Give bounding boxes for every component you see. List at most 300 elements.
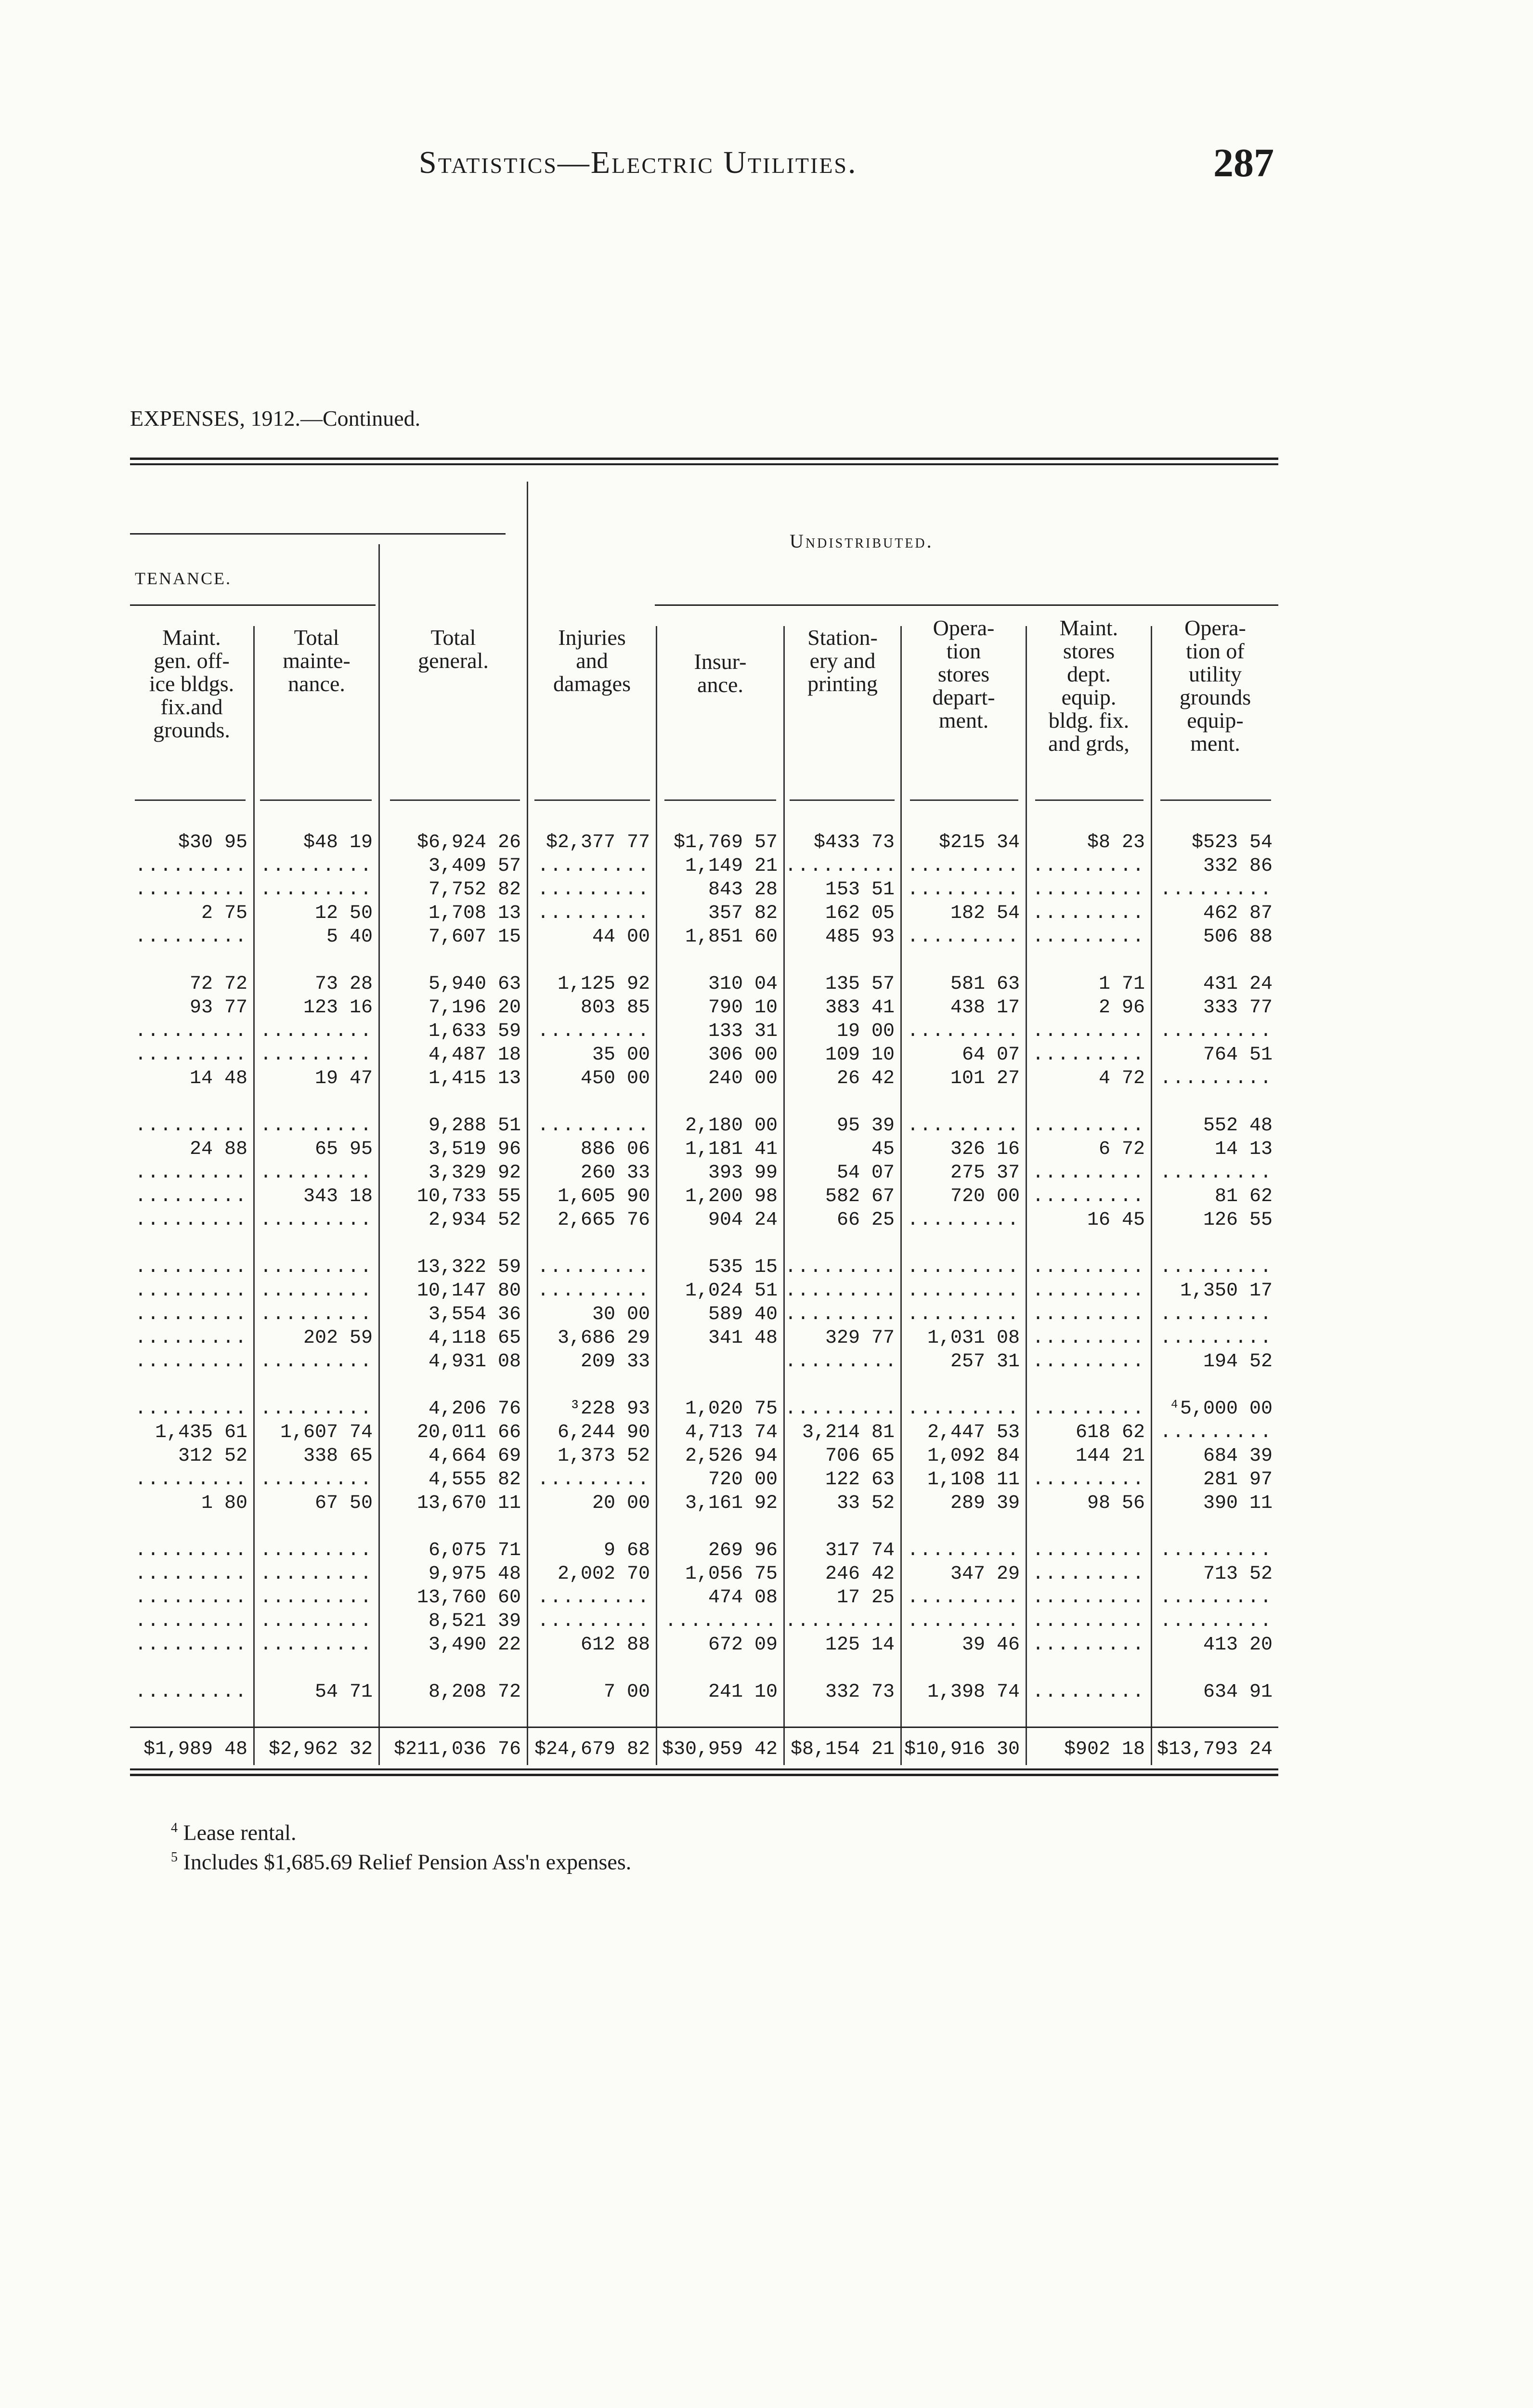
table-cell: ......... bbox=[260, 1162, 373, 1184]
table-cell: ......... bbox=[785, 1304, 898, 1325]
table-cell: 35 00 bbox=[592, 1044, 650, 1066]
table-cell: 1,181 41 bbox=[685, 1139, 778, 1160]
table-cell: 194 52 bbox=[1203, 1351, 1273, 1373]
table-cell: 8,208 72 bbox=[428, 1681, 521, 1703]
table-cell: $48 19 bbox=[303, 832, 373, 853]
table-cell: 764 51 bbox=[1203, 1044, 1273, 1066]
table-cell: 240 00 bbox=[708, 1068, 778, 1089]
table-row bbox=[130, 1680, 1278, 1704]
table-cell: ......... bbox=[1032, 1256, 1145, 1278]
table-cell: 67 50 bbox=[314, 1492, 373, 1514]
table-cell: 6 72 bbox=[1098, 1139, 1145, 1160]
table-cell: 9,288 51 bbox=[428, 1115, 521, 1137]
table-cell: 332 73 bbox=[825, 1681, 895, 1703]
table-row bbox=[130, 1492, 1278, 1515]
table-cell: ......... bbox=[537, 855, 650, 877]
table-cell: ......... bbox=[134, 1469, 247, 1491]
table-cell: 73 28 bbox=[314, 973, 373, 995]
table-cell: 1,373 52 bbox=[557, 1445, 650, 1467]
table-cell: ......... bbox=[260, 1280, 373, 1302]
table-cell: $902 18 bbox=[1064, 1739, 1145, 1760]
table-cell: ......... bbox=[260, 1398, 373, 1420]
table-cell: 3,214 81 bbox=[802, 1422, 895, 1443]
col-head-total-general: Total general. bbox=[418, 625, 489, 673]
col-head-operation-stores: Opera- tion stores depart- ment. bbox=[932, 615, 995, 733]
table-row bbox=[130, 878, 1278, 902]
table-cell: ......... bbox=[260, 1256, 373, 1278]
table-cell: 2,002 70 bbox=[557, 1563, 650, 1585]
table-cell: 20 00 bbox=[592, 1492, 650, 1514]
table-cell: ......... bbox=[1159, 1021, 1273, 1042]
table-row bbox=[130, 1020, 1278, 1043]
table-cell: 450 00 bbox=[580, 1068, 650, 1089]
table-row bbox=[130, 1539, 1278, 1562]
bottom-double-rule bbox=[130, 1768, 1278, 1770]
table-cell: ......... bbox=[260, 1469, 373, 1491]
table-row bbox=[130, 1256, 1278, 1279]
table-cell: ......... bbox=[1032, 1351, 1145, 1373]
table-cell: ......... bbox=[134, 855, 247, 877]
table-cell: 1 71 bbox=[1098, 973, 1145, 995]
table-cell: 14 48 bbox=[189, 1068, 247, 1089]
table-cell: 81 62 bbox=[1214, 1186, 1273, 1207]
table-cell: $10,916 30 bbox=[904, 1739, 1020, 1760]
table-cell: 66 25 bbox=[836, 1209, 895, 1231]
table-cell: ......... bbox=[907, 1540, 1020, 1561]
bottom-double-rule-2 bbox=[130, 1774, 1278, 1776]
table-cell: 39 46 bbox=[961, 1634, 1020, 1656]
table-row bbox=[130, 1185, 1278, 1208]
table-cell: 3,554 36 bbox=[428, 1304, 521, 1325]
table-cell: ......... bbox=[785, 1398, 898, 1420]
col-underline bbox=[790, 799, 895, 801]
table-cell: ......... bbox=[1159, 1256, 1273, 1278]
table-cell: 109 10 bbox=[825, 1044, 895, 1066]
table-row bbox=[130, 1468, 1278, 1492]
table-cell: 4,555 82 bbox=[428, 1469, 521, 1491]
table-cell: 634 91 bbox=[1203, 1681, 1273, 1703]
table-cell: ......... bbox=[1159, 1068, 1273, 1089]
table-cell: 101 27 bbox=[950, 1068, 1020, 1089]
table-cell: ......... bbox=[1159, 1610, 1273, 1632]
table-cell: 383 41 bbox=[825, 997, 895, 1019]
table-cell: 133 31 bbox=[708, 1021, 778, 1042]
table-cell: ......... bbox=[1159, 1540, 1273, 1561]
table-cell: 413 20 bbox=[1203, 1634, 1273, 1656]
table-cell: ......... bbox=[1032, 1469, 1145, 1491]
table-cell: ......... bbox=[907, 926, 1020, 948]
table-cell: ......... bbox=[1032, 1398, 1145, 1420]
table-row bbox=[130, 1303, 1278, 1326]
table-cell: ......... bbox=[907, 1587, 1020, 1609]
table-cell: 1,020 75 bbox=[685, 1398, 778, 1420]
table-row bbox=[130, 1562, 1278, 1586]
table-cell: 72 72 bbox=[189, 973, 247, 995]
table-row bbox=[130, 1610, 1278, 1633]
table-cell: 2,665 76 bbox=[557, 1209, 650, 1231]
table-cell: ......... bbox=[260, 1351, 373, 1373]
table-cell: 341 48 bbox=[708, 1327, 778, 1349]
table-cell: ......... bbox=[1032, 1327, 1145, 1349]
table-cell: ......... bbox=[134, 1351, 247, 1373]
table-cell: ......... bbox=[1032, 903, 1145, 924]
table-cell: 241 10 bbox=[708, 1681, 778, 1703]
row-group bbox=[130, 831, 1278, 949]
table-cell: ......... bbox=[134, 1610, 247, 1632]
table-cell: 4,713 74 bbox=[685, 1422, 778, 1443]
table-cell: 13,670 11 bbox=[416, 1492, 521, 1514]
table-cell: 16 45 bbox=[1087, 1209, 1145, 1231]
table-cell: $30 95 bbox=[178, 832, 247, 853]
table-cell: 4,118 65 bbox=[428, 1327, 521, 1349]
table-cell: ......... bbox=[907, 1115, 1020, 1137]
table-cell: ......... bbox=[1032, 1162, 1145, 1184]
table-cell: ......... bbox=[537, 903, 650, 924]
table-row bbox=[130, 1067, 1278, 1090]
group-label-undistributed: Undistributed. bbox=[790, 530, 934, 552]
group-label-tenance: TENANCE. bbox=[135, 569, 232, 588]
table-cell: 4,487 18 bbox=[428, 1044, 521, 1066]
row-group bbox=[130, 1539, 1278, 1657]
table-cell: 431 24 bbox=[1203, 973, 1273, 995]
table-cell: ......... bbox=[1032, 1044, 1145, 1066]
page-number: 287 bbox=[1213, 141, 1274, 185]
table-cell: 14 13 bbox=[1214, 1139, 1273, 1160]
total-row bbox=[130, 1736, 1278, 1763]
expenses-table bbox=[130, 458, 1278, 1806]
table-row bbox=[130, 1208, 1278, 1232]
table-cell: ......... bbox=[907, 1021, 1020, 1042]
col-head-total-maintenance: Total mainte- nance. bbox=[283, 625, 351, 696]
table-cell: 182 54 bbox=[950, 903, 1020, 924]
table-cell: 474 08 bbox=[708, 1587, 778, 1609]
table-cell: 54 07 bbox=[836, 1162, 895, 1184]
table-cell: ......... bbox=[134, 879, 247, 901]
table-cell: ......... bbox=[260, 855, 373, 877]
table-caption: EXPENSES, 1912.—Continued. bbox=[130, 406, 421, 431]
table-cell: 713 52 bbox=[1203, 1563, 1273, 1585]
table-cell: 95 39 bbox=[836, 1115, 895, 1137]
table-cell: 24 88 bbox=[189, 1139, 247, 1160]
table-cell: 98 56 bbox=[1087, 1492, 1145, 1514]
table-row bbox=[130, 1043, 1278, 1067]
table-cell: $211,036 76 bbox=[393, 1739, 521, 1760]
table-cell: $1,769 57 bbox=[673, 832, 778, 853]
table-cell: 1,435 61 bbox=[155, 1422, 247, 1443]
table-cell: 310 04 bbox=[708, 973, 778, 995]
table-cell: 246 42 bbox=[825, 1563, 895, 1585]
table-cell: ......... bbox=[907, 879, 1020, 901]
table-cell: $13,793 24 bbox=[1156, 1739, 1273, 1760]
table-cell: 8,521 39 bbox=[428, 1610, 521, 1632]
footnote: $^4$ Lease rental. bbox=[171, 1820, 297, 1845]
table-cell: ......... bbox=[664, 1610, 778, 1632]
table-cell: ......... bbox=[785, 1351, 898, 1373]
table-cell: 281 97 bbox=[1203, 1469, 1273, 1491]
col-underline bbox=[135, 799, 246, 801]
table-cell: 1,350 17 bbox=[1180, 1280, 1273, 1302]
table-cell: ......... bbox=[1032, 1280, 1145, 1302]
table-cell: ......... bbox=[785, 1610, 898, 1632]
table-cell: ......... bbox=[1159, 1587, 1273, 1609]
table-cell: ......... bbox=[134, 1398, 247, 1420]
table-cell: 1,708 13 bbox=[428, 903, 521, 924]
table-cell: ......... bbox=[260, 1563, 373, 1585]
table-cell: 3,409 57 bbox=[428, 855, 521, 877]
table-cell: ......... bbox=[907, 1304, 1020, 1325]
table-cell: ......... bbox=[260, 1021, 373, 1042]
table-cell: ......... bbox=[537, 1115, 650, 1137]
table-cell: ......... bbox=[260, 1610, 373, 1632]
table-cell: ......... bbox=[907, 1280, 1020, 1302]
table-cell: 2,526 94 bbox=[685, 1445, 778, 1467]
table-cell: ......... bbox=[907, 855, 1020, 877]
table-cell: 393 99 bbox=[708, 1162, 778, 1184]
table-cell: 123 16 bbox=[303, 997, 373, 1019]
col-underline bbox=[390, 799, 520, 801]
table-cell: ³228 93 bbox=[569, 1398, 650, 1420]
table-cell: 10,733 55 bbox=[416, 1186, 521, 1207]
right-group-rule bbox=[655, 604, 1278, 606]
table-cell: 4,206 76 bbox=[428, 1398, 521, 1420]
table-cell: ......... bbox=[134, 1186, 247, 1207]
table-cell: 589 40 bbox=[708, 1304, 778, 1325]
table-cell: ......... bbox=[1032, 1681, 1145, 1703]
table-cell: 13,760 60 bbox=[416, 1587, 521, 1609]
table-cell: ......... bbox=[134, 1044, 247, 1066]
table-cell: 9 68 bbox=[603, 1540, 650, 1561]
table-cell: 506 88 bbox=[1203, 926, 1273, 948]
table-cell: $1,989 48 bbox=[143, 1739, 247, 1760]
table-cell: 17 25 bbox=[836, 1587, 895, 1609]
table-row bbox=[130, 854, 1278, 878]
table-body bbox=[130, 831, 1278, 1727]
table-cell: 260 33 bbox=[580, 1162, 650, 1184]
table-cell: ......... bbox=[785, 855, 898, 877]
table-cell: ......... bbox=[134, 1304, 247, 1325]
table-cell: 257 31 bbox=[950, 1351, 1020, 1373]
table-cell: 1,200 98 bbox=[685, 1186, 778, 1207]
table-cell: $215 34 bbox=[938, 832, 1020, 853]
table-cell: 125 14 bbox=[825, 1634, 895, 1656]
table-cell: ......... bbox=[260, 1044, 373, 1066]
table-cell: 275 37 bbox=[950, 1162, 1020, 1184]
row-group bbox=[130, 972, 1278, 1090]
table-cell: 202 59 bbox=[303, 1327, 373, 1349]
table-cell: 13,322 59 bbox=[416, 1256, 521, 1278]
table-cell: ......... bbox=[537, 1610, 650, 1632]
table-cell: ......... bbox=[134, 1587, 247, 1609]
table-cell: ......... bbox=[134, 1115, 247, 1137]
table-cell: 7,196 20 bbox=[428, 997, 521, 1019]
table-cell: 438 17 bbox=[950, 997, 1020, 1019]
table-cell: 5 40 bbox=[326, 926, 373, 948]
row-group bbox=[130, 1397, 1278, 1515]
table-cell: ......... bbox=[537, 879, 650, 901]
left-group-rule bbox=[130, 533, 506, 535]
table-cell: 4,664 69 bbox=[428, 1445, 521, 1467]
col-head-maint-gen-office: Maint. gen. off- ice bldgs. fix.and grounds. bbox=[149, 625, 234, 742]
table-cell: 1,851 60 bbox=[685, 926, 778, 948]
col-head-maint-stores-dept: Maint. stores dept. equip. bldg. fix. and grds, bbox=[1048, 615, 1130, 756]
table-cell: ......... bbox=[907, 1209, 1020, 1231]
table-cell: 1,031 08 bbox=[927, 1327, 1020, 1349]
table-cell: ......... bbox=[134, 1540, 247, 1561]
table-cell: ......... bbox=[134, 1634, 247, 1656]
table-cell: ......... bbox=[260, 1115, 373, 1137]
table-row bbox=[130, 996, 1278, 1020]
col-underline bbox=[260, 799, 372, 801]
table-cell: 3,519 96 bbox=[428, 1139, 521, 1160]
table-cell: ......... bbox=[1032, 879, 1145, 901]
table-cell: ......... bbox=[1032, 1587, 1145, 1609]
table-cell: ......... bbox=[260, 1209, 373, 1231]
table-cell: ......... bbox=[1032, 1610, 1145, 1632]
table-cell: 20,011 66 bbox=[416, 1422, 521, 1443]
table-cell: ......... bbox=[134, 1162, 247, 1184]
table-cell: ......... bbox=[537, 1469, 650, 1491]
table-cell: 535 15 bbox=[708, 1256, 778, 1278]
table-cell: 618 62 bbox=[1075, 1422, 1145, 1443]
table-cell: 3,329 92 bbox=[428, 1162, 521, 1184]
table-cell: ......... bbox=[260, 1634, 373, 1656]
table-cell: 1,125 92 bbox=[557, 973, 650, 995]
running-head: Statistics—Electric Utilities. bbox=[419, 145, 857, 180]
table-row bbox=[130, 1114, 1278, 1138]
table-cell: 64 07 bbox=[961, 1044, 1020, 1066]
table-cell: ......... bbox=[1159, 1422, 1273, 1443]
table-cell: 162 05 bbox=[825, 903, 895, 924]
table-cell: ......... bbox=[260, 1540, 373, 1561]
table-cell: 790 10 bbox=[708, 997, 778, 1019]
table-cell: ......... bbox=[1032, 1304, 1145, 1325]
table-cell: 26 42 bbox=[836, 1068, 895, 1089]
table-cell: 54 71 bbox=[314, 1681, 373, 1703]
table-cell: 672 09 bbox=[708, 1634, 778, 1656]
table-cell: 2,934 52 bbox=[428, 1209, 521, 1231]
table-cell: $8 23 bbox=[1087, 832, 1145, 853]
table-row bbox=[130, 1444, 1278, 1468]
col-underline bbox=[534, 799, 650, 801]
table-cell: 9,975 48 bbox=[428, 1563, 521, 1585]
table-cell: 2,447 53 bbox=[927, 1422, 1020, 1443]
table-cell: ......... bbox=[1032, 855, 1145, 877]
total-rule bbox=[130, 1727, 1278, 1728]
table-cell: 1,398 74 bbox=[927, 1681, 1020, 1703]
table-cell: ......... bbox=[537, 1280, 650, 1302]
col-underline bbox=[910, 799, 1018, 801]
row-group bbox=[130, 1114, 1278, 1232]
table-cell: 6,244 90 bbox=[557, 1422, 650, 1443]
table-cell: 343 18 bbox=[303, 1186, 373, 1207]
table-row bbox=[130, 972, 1278, 996]
table-cell: ......... bbox=[907, 1610, 1020, 1632]
table-cell: $523 54 bbox=[1191, 832, 1273, 853]
table-cell: ......... bbox=[1159, 1327, 1273, 1349]
col-head-insurance: Insur- ance. bbox=[694, 649, 747, 697]
col-underline bbox=[1160, 799, 1271, 801]
table-row bbox=[130, 902, 1278, 925]
table-cell: 462 87 bbox=[1203, 903, 1273, 924]
table-cell: 3,686 29 bbox=[557, 1327, 650, 1349]
table-cell: $2,377 77 bbox=[546, 832, 650, 853]
table-cell: 1,607 74 bbox=[280, 1422, 373, 1443]
table-cell: ......... bbox=[1159, 1304, 1273, 1325]
table-cell: 269 96 bbox=[708, 1540, 778, 1561]
table-cell: 122 63 bbox=[825, 1469, 895, 1491]
table-cell: ......... bbox=[260, 1304, 373, 1325]
table-cell: 144 21 bbox=[1075, 1445, 1145, 1467]
table-cell: 2 96 bbox=[1098, 997, 1145, 1019]
table-cell: 347 29 bbox=[950, 1563, 1020, 1585]
table-cell: ......... bbox=[1159, 879, 1273, 901]
table-cell: 3,161 92 bbox=[685, 1492, 778, 1514]
table-cell: 5,940 63 bbox=[428, 973, 521, 995]
table-cell: 4,931 08 bbox=[428, 1351, 521, 1373]
table-cell: 803 85 bbox=[580, 997, 650, 1019]
table-cell: $30,959 42 bbox=[662, 1739, 778, 1760]
table-cell: 312 52 bbox=[178, 1445, 247, 1467]
table-cell: ......... bbox=[1032, 1021, 1145, 1042]
table-cell: ......... bbox=[537, 1021, 650, 1042]
table-cell: 390 11 bbox=[1203, 1492, 1273, 1514]
table-cell: $2,962 32 bbox=[268, 1739, 373, 1760]
table-row bbox=[130, 925, 1278, 949]
table-row bbox=[130, 1350, 1278, 1374]
table-cell: ......... bbox=[537, 1587, 650, 1609]
table-cell: ......... bbox=[1032, 1186, 1145, 1207]
table-cell: 1,605 90 bbox=[557, 1186, 650, 1207]
table-cell: 904 24 bbox=[708, 1209, 778, 1231]
table-cell: ......... bbox=[134, 1563, 247, 1585]
table-cell: 12 50 bbox=[314, 903, 373, 924]
table-cell: ......... bbox=[907, 1398, 1020, 1420]
table-cell: 843 28 bbox=[708, 879, 778, 901]
table-cell: ⁴5,000 00 bbox=[1168, 1398, 1273, 1420]
table-row bbox=[130, 1161, 1278, 1185]
table-cell: 1,149 21 bbox=[685, 855, 778, 877]
row-group bbox=[130, 1680, 1278, 1704]
table-row bbox=[130, 1586, 1278, 1610]
table-cell: ......... bbox=[134, 926, 247, 948]
table-cell: 706 65 bbox=[825, 1445, 895, 1467]
footnotes bbox=[171, 1816, 631, 1875]
table-cell: ......... bbox=[134, 1021, 247, 1042]
col-underline bbox=[1035, 799, 1143, 801]
table-cell: 1,056 75 bbox=[685, 1563, 778, 1585]
table-row bbox=[130, 1421, 1278, 1444]
table-row bbox=[130, 1633, 1278, 1657]
table-row bbox=[130, 1279, 1278, 1303]
table-cell: 7 00 bbox=[603, 1681, 650, 1703]
table-cell: 153 51 bbox=[825, 879, 895, 901]
table-cell: $8,154 21 bbox=[790, 1739, 895, 1760]
table-row bbox=[130, 1326, 1278, 1350]
table-cell: 65 95 bbox=[314, 1139, 373, 1160]
table-cell: 1 80 bbox=[201, 1492, 247, 1514]
table-cell: ......... bbox=[134, 1280, 247, 1302]
table-cell: 581 63 bbox=[950, 973, 1020, 995]
table-cell: 7,607 15 bbox=[428, 926, 521, 948]
col-head-stationery-printing: Station- ery and printing bbox=[807, 625, 878, 696]
table-cell: 289 39 bbox=[950, 1492, 1020, 1514]
table-cell: ......... bbox=[134, 1256, 247, 1278]
table-cell: ......... bbox=[134, 1327, 247, 1349]
table-cell: ......... bbox=[785, 1256, 898, 1278]
table-cell: 684 39 bbox=[1203, 1445, 1273, 1467]
table-cell: 19 00 bbox=[836, 1021, 895, 1042]
footnote: $^5$ Includes $1,685.69 Relief Pension Ass'n expenses. bbox=[171, 1849, 632, 1874]
